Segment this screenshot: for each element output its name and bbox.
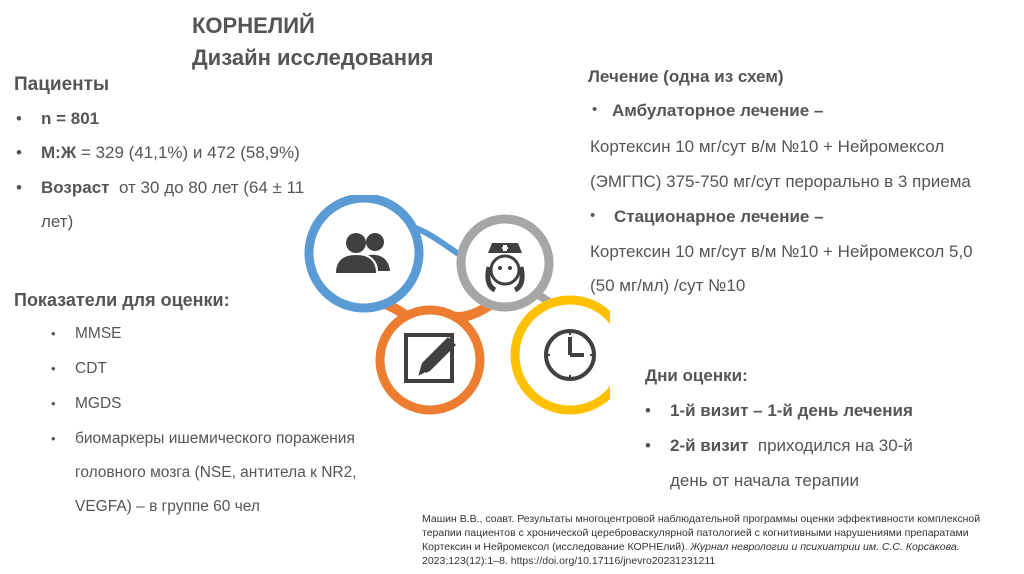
treatment-inpatient — [614, 207, 824, 227]
page-title: КОРНЕЛИЙ — [192, 13, 315, 38]
age-value: от 30 до 80 лет (64 ± 11 — [118, 178, 305, 197]
bullet: • — [590, 207, 596, 224]
indicator-biomarkers-2: головного мозга (NSE, антитела к NR2, — [75, 464, 357, 481]
citation-tail: 2023;123(12):1–8. https://doi.org/10.17116/jnevro20231231211 — [422, 555, 716, 567]
patients-heading: Пациенты — [14, 74, 110, 95]
mf-label: М:Ж — [41, 143, 77, 162]
treatment-outpatient-2: (ЭМГПС) 375-750 мг/сут перорально в 3 приема — [590, 172, 971, 191]
indicator-biomarkers-3: VEGFA) – в группе 60 чел — [75, 498, 260, 515]
treatment-inpatient-2: (50 мг/мл) /сут №10 — [590, 276, 746, 295]
indicator-item: MGDS — [75, 395, 122, 412]
bullet: • — [51, 361, 56, 376]
visit2-value: приходился на 30-й — [757, 436, 913, 455]
indicator-item: CDT — [75, 360, 107, 377]
bullet: • — [16, 109, 22, 128]
treatment-inpatient-1: Кортексин 10 мг/сут в/м №10 + Нейромексол 5,0 — [590, 242, 973, 261]
patients-age-cont: лет) — [41, 212, 74, 231]
visit2-label: 2-й визит — [670, 436, 749, 455]
patients-age — [41, 178, 304, 198]
circle-blue — [309, 198, 419, 308]
treatment-heading: Лечение (одна из схем) — [588, 67, 784, 86]
treatment-outpatient-1: Кортексин 10 мг/сут в/м №10 + Нейромексол — [590, 137, 945, 156]
page-subtitle: Дизайн исследования — [192, 45, 434, 70]
bullet: • — [51, 431, 56, 446]
mf-value: = 329 (41,1%) и 472 (58,9%) — [76, 143, 300, 162]
days-visit1: 1-й визит – 1-й день лечения — [670, 401, 913, 420]
indicator-biomarkers: биомаркеры ишемического поражения — [75, 430, 355, 447]
treatment-outpatient-label: Амбулаторное лечение – — [612, 101, 824, 120]
bullet: • — [592, 101, 598, 118]
bullet: • — [51, 396, 56, 411]
bullet: • — [645, 436, 651, 455]
patients-n: n = 801 — [41, 109, 100, 128]
days-visit2 — [670, 436, 913, 456]
days-heading: Дни оценки: — [645, 366, 748, 385]
study-design-diagram — [290, 195, 610, 425]
citation-journal: Журнал неврологии и психиатрии им. С.С. Корсакова. — [690, 541, 960, 553]
age-label: Возраст — [41, 178, 110, 197]
bullet: • — [16, 178, 22, 197]
bullet: • — [16, 143, 22, 162]
indicator-item: MMSE — [75, 325, 122, 342]
citation — [422, 512, 1002, 568]
citation-main: Машин В.В., соавт. Результаты многоцентровой наблюдательной программы оценки эффективности комплексной терапии пациентов с хронической цереброваскулярной патологией с когнитивными нарушениями препаратами Кортексин и Нейромексол (исследование КОРНЕлий). — [422, 513, 981, 553]
patients-mf — [41, 143, 300, 163]
inpatient-label: Стационарное лечение – — [614, 207, 824, 226]
bullet: • — [645, 401, 651, 420]
days-visit2-cont: день от начала терапии — [670, 471, 859, 490]
bullet: • — [51, 326, 56, 341]
indicators-heading: Показатели для оценки: — [14, 290, 230, 310]
